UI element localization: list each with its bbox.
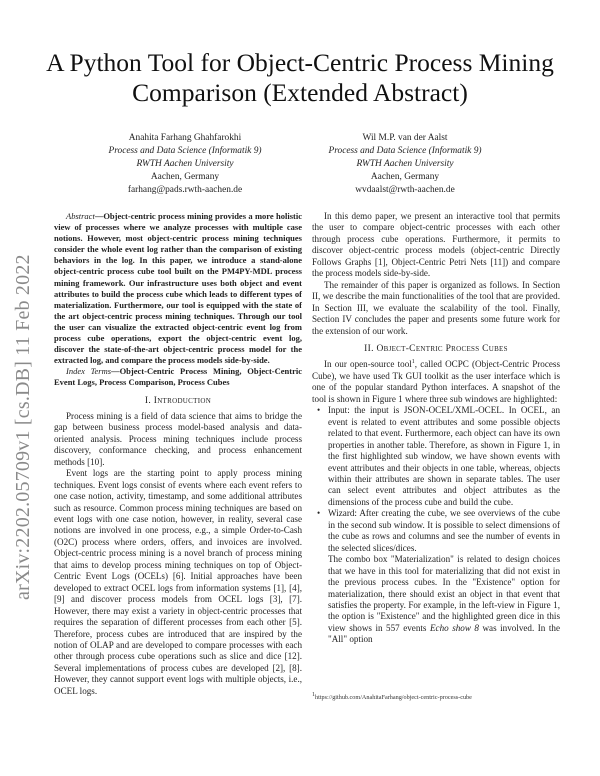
index-terms bbox=[54, 366, 302, 388]
paragraph: In this demo paper, we present an interactive tool that permits the user to compare object-centric processes with each other through process cube operations. Furthermore, it permits to discover object-centric process models (object-centric Directly Follows Graphs [1], Object-Centric Petri Nets [11]) and compare the process models side-by-side. bbox=[312, 211, 560, 279]
list-item-text: Wizard: After creating the cube, we see overviews of the cube in the second sub window. It is possible to select dimensions of the cube as rows and columns and see the number of events in the selected slices/dices. bbox=[328, 508, 560, 553]
text-run: was involved. In the "All" option bbox=[328, 622, 560, 645]
left-column bbox=[54, 211, 302, 697]
author-affiliation: Process and Data Science (Informatik 9) bbox=[108, 146, 262, 156]
abstract-lead: Abstract bbox=[66, 211, 95, 221]
emphasis: Echo show 8 bbox=[429, 622, 479, 633]
author-university: RWTH Aachen University bbox=[356, 159, 454, 169]
text-run: , called OCPC (Object-Centric Process Cube), we have used Tk GUI toolkit as the user interface which is one of the popular standard Python interfaces. A snapshot of the tool is shown in Figure 1 where three sub windows are highlighted: bbox=[312, 359, 560, 404]
paragraph: Event logs are the starting point to apply process mining techniques. Event logs consist of events where each event refers to one case notion, activity, timestamp, and some additional attributes such as resource. Common process mining techniques are based on event logs with one case notion, however, in reality, several case notions are involved in one process, e.g., a simple Order-to-Cash (O2C) process where orders, offers, and invoices are involved. Object-centric process mining is a novel branch of process mining that aims to develop process mining techniques on top of Object-Centric Event Logs (OCELs) [6]. Initial approaches have been developed to extract OCEL logs from information systems [1], [4], [9] and discover process models from OCEL logs [3], [7]. However, there may exist a variety in object-centric processes that requires the separation of different processes from each other [5]. Therefore, process cubes are introduced that are inspired by the notion of OLAP and are developed to compare processes with each other through process cube operations such as slice and dice [12]. Several implementations of process cubes are developed [2], [8]. However, they cannot support event logs with multiple objects, i.e., OCEL logs. bbox=[54, 468, 302, 696]
list-item-continuation bbox=[328, 554, 560, 646]
author-block-2 bbox=[295, 132, 515, 197]
bullet-list bbox=[312, 405, 560, 646]
paragraph: The remainder of this paper is organized as follows. In Section II, we describe the main functionalities of the tool that are provided. In Section III, we evaluate the scalability of the tool. Finally, Section IV concludes the paper and presents some future work for the extension of our work. bbox=[312, 279, 560, 336]
footnote-mark: 1 bbox=[312, 691, 315, 698]
author-affiliation: Process and Data Science (Informatik 9) bbox=[328, 146, 482, 156]
index-terms-lead: Index Terms bbox=[66, 366, 112, 377]
footnote-link[interactable]: https://github.com/AnahitaFarhang/object-centric-process-cube bbox=[315, 694, 472, 701]
list-item bbox=[328, 508, 560, 645]
author-name: Wil M.P. van der Aalst bbox=[362, 133, 448, 143]
author-email[interactable]: wvdaalst@rwth-aachen.de bbox=[355, 185, 455, 195]
paragraph bbox=[312, 359, 560, 405]
abstract-text: —Object-centric process mining provides a more holistic view of processes where we analyze processes with multiple case notions. However, most object-centric process mining techniques consider the whole event log rather than the comparison of existing behaviors in the log. In this paper, we introduce a stand-alone object-centric process cube tool built on the PM4PY-MDL process mining framework. Our infrastructure uses both object and event attributes to build the process cube which leads to different types of materialization. Furthermore, our tool is equipped with the state of the art object-centric process mining techniques. Through our tool the user can visualize the extracted object-centric event log from process cube operations, export the object-centric event log, discover the state-of-the-art object-centric process model for the extracted log, and compare the process models side-by-side. bbox=[54, 211, 302, 366]
paper-title: A Python Tool for Object-Centric Process Mining Comparison (Extended Abstract) bbox=[46, 48, 554, 107]
author-location: Aachen, Germany bbox=[370, 172, 440, 182]
list-item-text: Input: the input is JSON-OCEL/XML-OCEL. In OCEL, an event is related to event attributes and some possible objects related to that event. Furthermore, each object can have its own properties in another table. Therefore, as shown in Figure 1, in the first highlighted sub window, we have shown events with event attributes and their objects in one table, whereas, objects within their attributes are shown in separate tables. The user can select event attributes and object attributes as the dimensions of the process cube and build the cube. bbox=[328, 405, 560, 507]
footnote-ref[interactable]: 1 bbox=[411, 359, 415, 366]
section-heading-cubes: II. Object-Centric Process Cubes bbox=[364, 343, 508, 354]
author-email[interactable]: farhang@pads.rwth-aachen.de bbox=[127, 185, 243, 195]
index-terms-text: —Object-Centric Process Mining, Object-Centric Event Logs, Process Comparison, Process Cubes bbox=[54, 366, 302, 388]
right-column bbox=[312, 211, 560, 646]
author-name: Anahita Farhang Ghahfarokhi bbox=[128, 133, 242, 143]
paragraph: Process mining is a field of data science that aims to bridge the gap between business process model-based analysis and data-oriented analysis. Process mining techniques include process discovery, conformance checking, and process enhancement methods [10]. bbox=[54, 410, 302, 467]
abstract bbox=[54, 211, 302, 366]
text-run: In our open-source tool bbox=[324, 359, 412, 370]
footnote bbox=[312, 691, 562, 701]
text-run: The combo box "Materialization" is related to design choices that we have in this tool for materializing that did not exist in the previous process cubes. In the "Existence" option for materialization, there should exist an object in that event that satisfies the property. For example, in the left-view in Figure 1, the option is "Existence" and the highlighted green dice in this view shows in 557 events bbox=[328, 554, 560, 633]
list-item bbox=[328, 405, 560, 508]
author-university: RWTH Aachen University bbox=[136, 159, 234, 169]
author-block-1 bbox=[75, 132, 295, 197]
arxiv-stamp: arXiv:2202.05709v1 [cs.DB] 11 Feb 2022 bbox=[12, 254, 34, 600]
author-location: Aachen, Germany bbox=[150, 172, 220, 182]
section-heading-introduction: I. Introduction bbox=[144, 395, 212, 406]
